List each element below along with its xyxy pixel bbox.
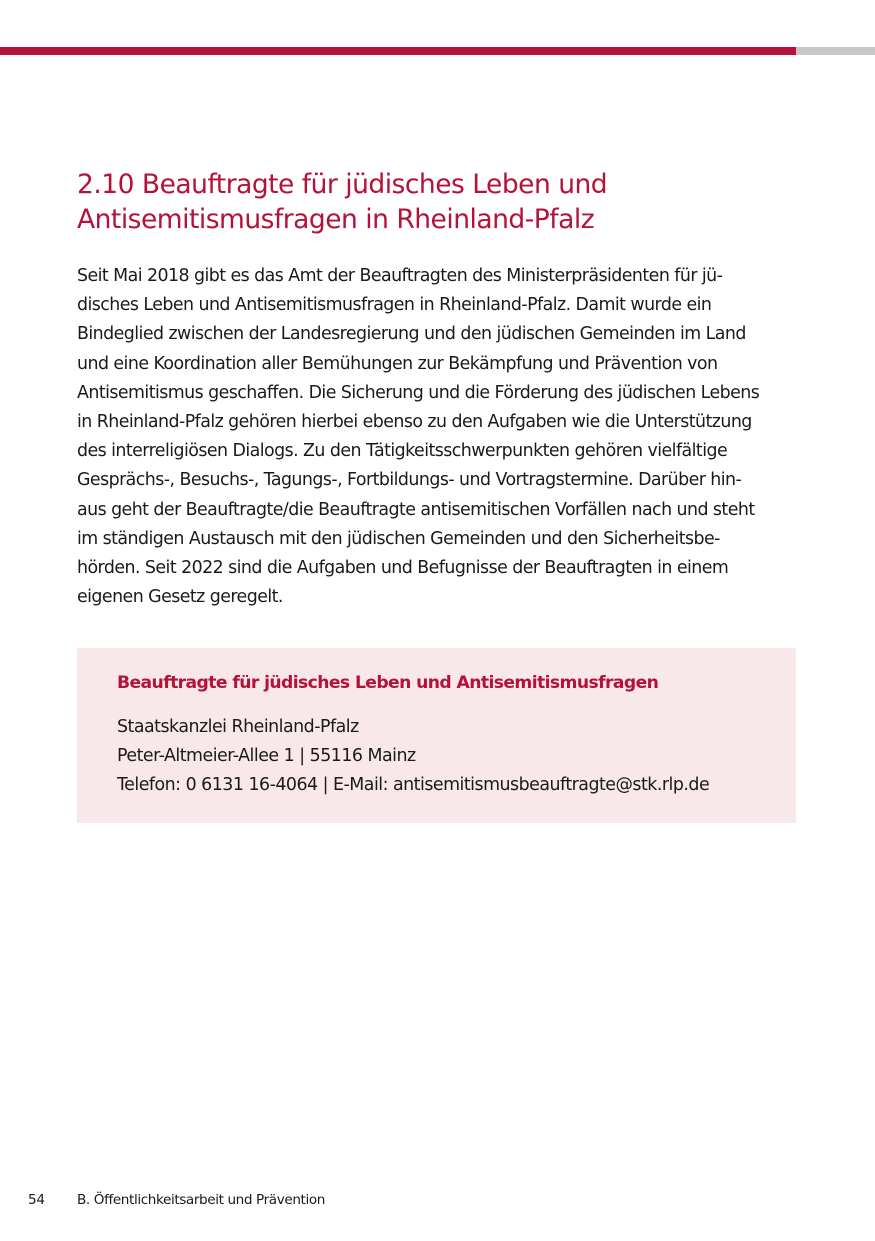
body-line: Gesprächs-, Besuchs-, Tagungs-, Fortbildungs- und Vortragstermine. Darüber hin-: [77, 470, 742, 491]
contact-title: Beauftragte für jüdisches Leben und Antisemitismusfragen: [117, 673, 659, 693]
contact-organization: Staatskanzlei Rheinland-Pfalz: [117, 717, 359, 737]
body-line: aus geht der Beauftragte/die Beauftragte antisemitischen Vorfällen nach und steht: [77, 499, 755, 520]
page-number: 54: [28, 1192, 45, 1208]
body-line: Antisemitismus geschaffen. Die Sicherung und die Förderung des jüdischen Lebens: [77, 382, 760, 403]
top-gray-rule: [796, 47, 875, 55]
body-line: in Rheinland-Pfalz gehören hierbei ebenso zu den Aufgaben wie die Unterstützung: [77, 412, 752, 433]
top-accent-rule: [0, 47, 796, 55]
body-line: Seit Mai 2018 gibt es das Amt der Beauftragten des Ministerpräsidenten für jü-: [77, 266, 723, 286]
body-line: Bindeglied zwischen der Landesregierung und den jüdischen Gemeinden im Land: [77, 324, 746, 345]
contact-street-address: Peter-Altmeier-Allee 1 | 55116 Mainz: [117, 746, 416, 767]
body-line: und eine Koordination aller Bemühungen zur Bekämpfung und Prävention von: [77, 353, 718, 374]
section-heading-line: Antisemitismusfragen in Rheinland-Pfalz: [77, 204, 595, 235]
section-heading-line: 2.10 Beauftragte für jüdisches Leben und: [77, 169, 608, 200]
contact-address: [117, 713, 709, 801]
body-line: disches Leben und Antisemitismusfragen in Rheinland-Pfalz. Damit wurde ein: [77, 295, 712, 316]
body-line: hörden. Seit 2022 sind die Aufgaben und Befugnisse der Beauftragten in einem: [77, 558, 729, 579]
body-line: des interreligiösen Dialogs. Zu den Tätigkeitsschwerpunkten gehören vielfältige: [77, 441, 728, 462]
page-footer: [0, 1190, 875, 1210]
section-heading: [77, 167, 797, 237]
footer-section-label: B. Öffentlichkeitsarbeit und Prävention: [77, 1192, 325, 1208]
contact-phone-email: Telefon: 0 6131 16-4064 | E-Mail: antisemitismusbeauftragte@stk.rlp.de: [117, 775, 710, 796]
section-body-paragraph: [77, 262, 797, 612]
body-line: eigenen Gesetz geregelt.: [77, 587, 283, 608]
contact-info-box: [77, 648, 796, 823]
body-line: im ständigen Austausch mit den jüdischen Gemeinden und den Sicherheitsbe-: [77, 528, 720, 549]
